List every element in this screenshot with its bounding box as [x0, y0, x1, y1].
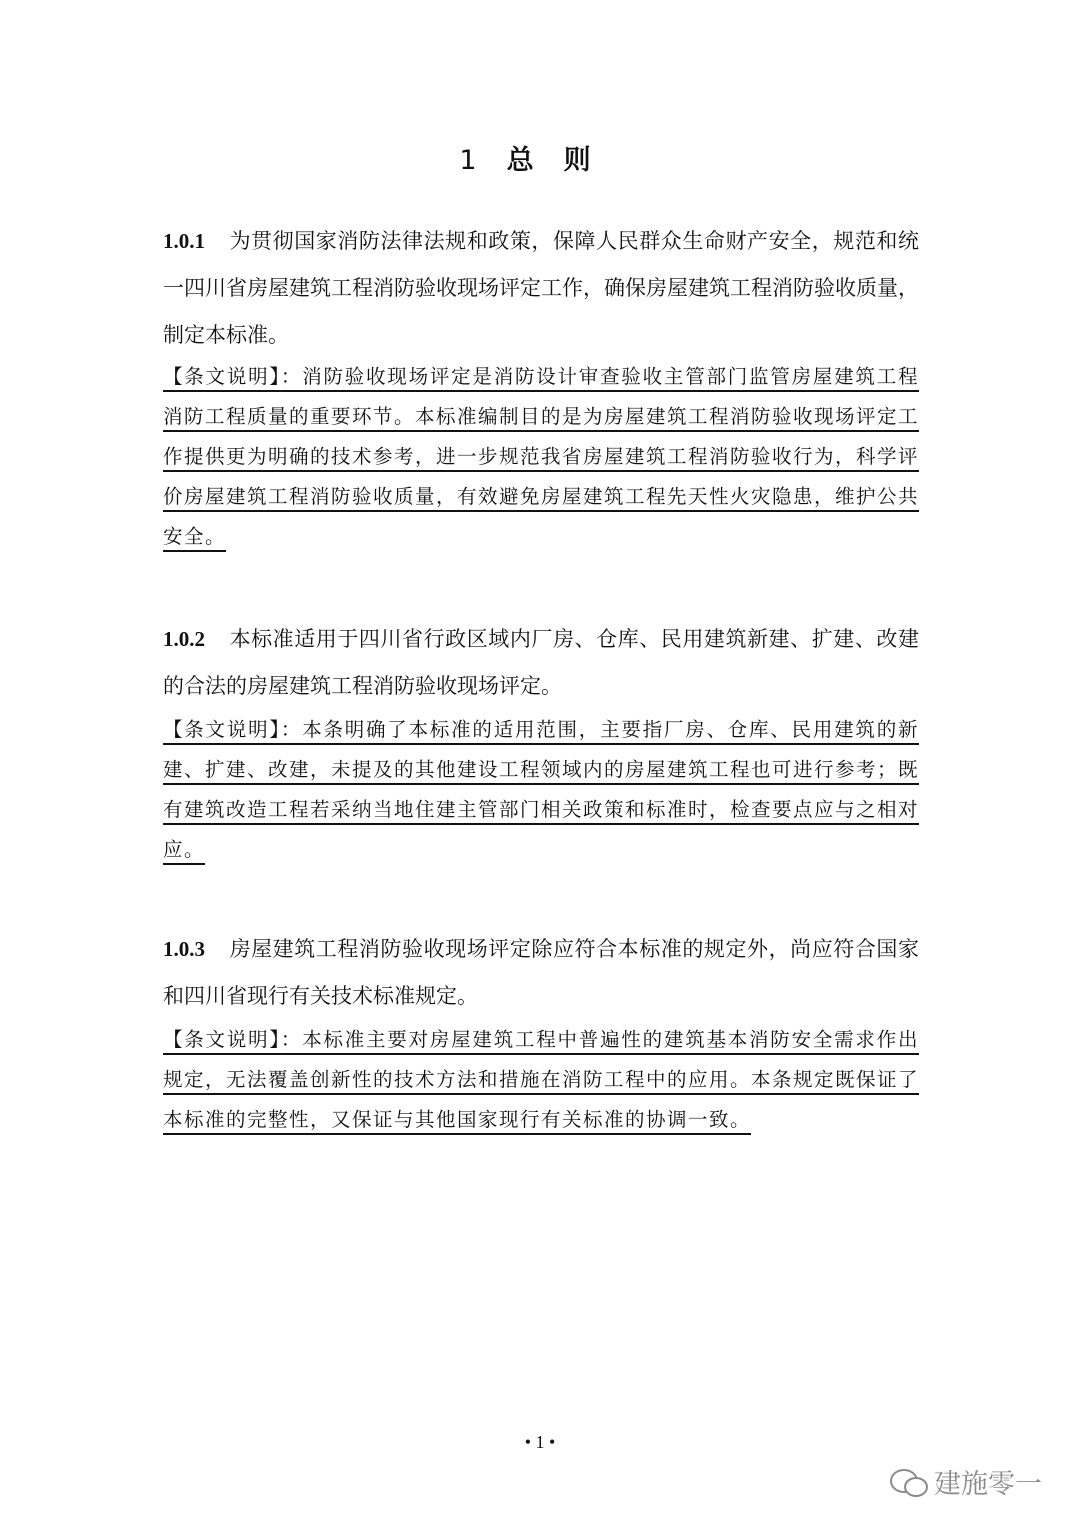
clause-text: 为贯彻国家消防法律法规和政策，保障人民群众生命财产安全，规范和统一四川省房屋建筑工程消防验收现场评定工作，确保房屋建筑工程消防验收质量，制定本标准。 — [163, 229, 919, 347]
clause-number: 1.0.3 — [163, 937, 205, 961]
clause-explanation-1-0-3 — [163, 1020, 919, 1140]
explanation-text: ：本条明确了本标准的适用范围，主要指厂房、仓库、民用建筑的新建、扩建、改建，未提及的其他建设工程领域内的房屋建筑工程也可进行参考；既有建筑改造工程若采纳当地住建主管部门相关政策和标准时，检查要点应与之相对应。 — [163, 718, 920, 861]
page-number: • 1 • — [524, 1432, 556, 1452]
wechat-icon — [890, 1467, 928, 1497]
explanation-tag: 【条文说明】 — [163, 718, 281, 741]
chapter-name: 总则 — [506, 145, 621, 176]
watermark-text: 建施零一 — [934, 1469, 1042, 1500]
explanation-text: ：消防验收现场评定是消防设计审查验收主管部门监管房屋建筑工程消防工程质量的重要环节。本标准编制目的是为房屋建筑工程消防验收现场评定工作提供更为明确的技术参考，进一步规范我省房屋建筑工程消防验收行为，科学评价房屋建筑工程消防验收质量，有效避免房屋建筑工程先天性火灾隐患，维护公共安全。 — [163, 365, 920, 548]
clause-number: 1.0.2 — [163, 627, 205, 651]
explanation-tag: 【条文说明】 — [163, 1028, 281, 1051]
clause-number: 1.0.1 — [163, 229, 205, 253]
clause-text: 本标准适用于四川省行政区域内厂房、仓库、民用建筑新建、扩建、改建的合法的房屋建筑工程消防验收现场评定。 — [163, 627, 919, 698]
clause-text: 房屋建筑工程消防验收现场评定除应符合本标准的规定外，尚应符合国家和四川省现行有关技术标准规定。 — [163, 937, 919, 1008]
chapter-title — [0, 138, 1080, 177]
clause-1-0-2 — [163, 616, 919, 710]
clause-explanation-1-0-1 — [163, 357, 919, 557]
explanation-tag: 【条文说明】 — [163, 365, 281, 388]
chapter-number: 1 — [459, 145, 481, 176]
explanation-text: ：本标准主要对房屋建筑工程中普遍性的建筑基本消防安全需求作出规定，无法覆盖创新性的技术方法和措施在消防工程中的应用。本条规定既保证了本标准的完整性，又保证与其他国家现行有关标准的协调一致。 — [163, 1028, 920, 1131]
clause-1-0-1 — [163, 218, 919, 359]
clause-explanation-1-0-2 — [163, 710, 919, 870]
clause-1-0-3 — [163, 926, 919, 1020]
watermark — [890, 1462, 1042, 1501]
